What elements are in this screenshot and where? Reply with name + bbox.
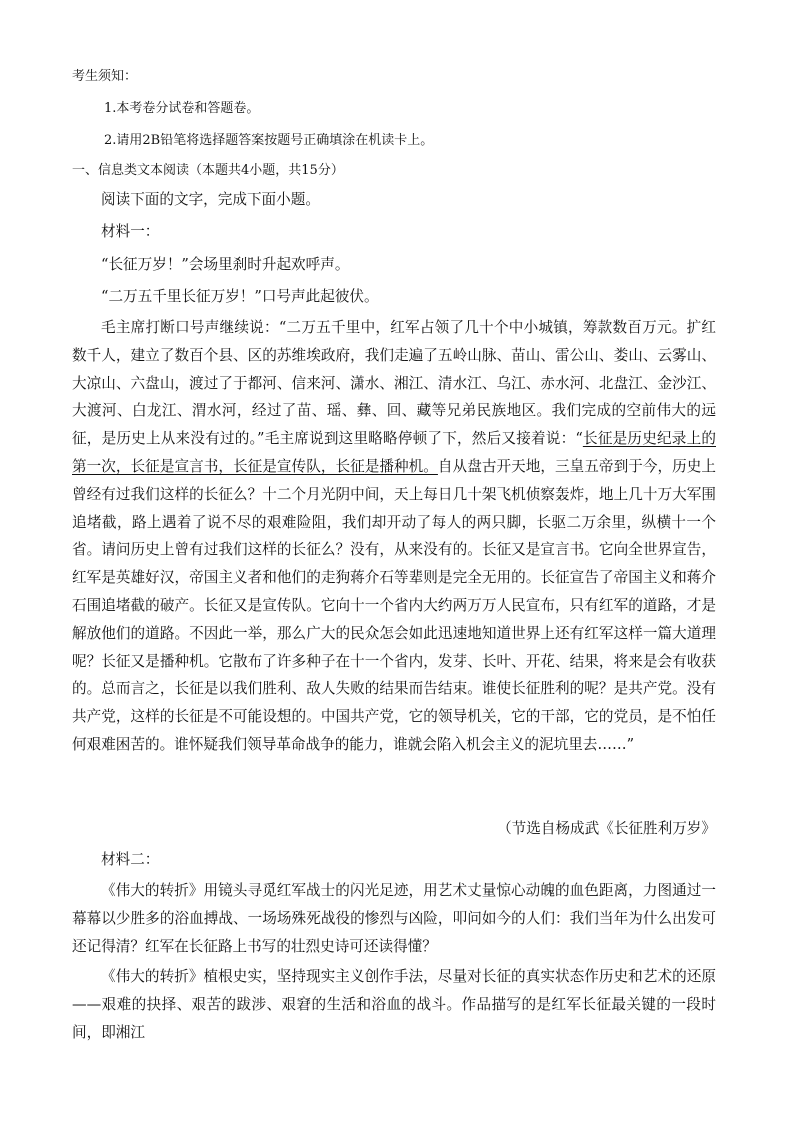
material-1-source: （节选自杨成武《长征胜利万岁》 xyxy=(497,820,716,837)
notice-title: 考生须知： xyxy=(72,69,138,84)
quote-2: “二万五千里长征万岁！”口号声此起彼伏。 xyxy=(101,288,379,305)
underlined-passage: 长征是历史纪录上的第一次，长征是宣言书，长征是宣传队，长征是播种机。 xyxy=(72,430,716,475)
section-heading: 一、信息类文本阅读（本题共4小题，共15分） xyxy=(72,163,344,178)
material-1-paragraph xyxy=(72,314,716,759)
material-2-paragraph-1: 《伟大的转折》用镜头寻觅红军战士的闪光足迹，用艺术丈量惊心动魄的血色距离，力图通过一幕幕以少胜多的浴血搏战、一场场殊死战役的惨烈与凶险，叩问如今的人们：我们当年为什么出发可还记得清？红军在长征路上书写的壮烈史诗可还读得懂？ xyxy=(72,882,716,955)
material-1-label: 材料一： xyxy=(101,223,160,240)
notice-item-2: 2.请用2B铅笔将选择题答案按题号正确填涂在机读卡上。 xyxy=(104,133,434,148)
material-2-paragraph-2: 《伟大的转折》植根史实，坚持现实主义创作手法，尽量对长征的真实状态作历史和艺术的还原——艰难的抉择、艰苦的跋涉、艰窘的生活和浴血的战斗。作品描写的是红军长征最关键的一段时间，即湘江 xyxy=(72,968,716,1041)
instruction-text: 阅读下面的文字，完成下面小题。 xyxy=(101,191,320,208)
notice-item-1: 1.本考卷分试卷和答题卷。 xyxy=(104,101,260,116)
quote-1: “长征万岁！”会场里刹时升起欢呼声。 xyxy=(101,256,350,273)
material-2-label: 材料二： xyxy=(101,851,160,868)
paragraph-text-after: 自从盘古开天地，三皇五帝到于今，历史上曾经有过我们这样的长征么？十二个月光阴中间，天上每日几十架飞机侦察轰炸，地上几十万大军围追堵截，路上遇着了说不尽的艰难险阻，我们却开动了每人的两只脚，长驱二万余里，纵横十一个省。请问历史上曾有过我们这样的长征么？没有，从来没有的。长征又是宣言书。它向全世界宣告，红军是英雄好汉，帝国主义者和他们的走狗蒋介石等辈则是完全无用的。长征宣告了帝国主义和蒋介石围追堵截的破产。长征又是宣传队。它向十一个省内大约两万万人民宣布，只有红军的道路，才是解放他们的道路。不因此一举，那么广大的民众怎会如此迅速地知道世界上还有红军这样一篇大道理呢？长征又是播种机。它散布了许多种子在十一个省内，发芽、长叶、开花、结果，将来是会有收获的。总而言之，长征是以我们胜利、敌人失败的结果而告结束。谁使长征胜利的呢？是共产党。没有共产党，这样的长征是不可能设想的。中国共产党，它的领导机关，它的干部，它的党员，是不怕任何艰难困苦的。谁怀疑我们领导革命战争的能力，谁就会陷入机会主义的泥坑里去……” xyxy=(72,457,716,753)
paragraph-text-before: 毛主席打断口号声继续说：“二万五千里中，红军占领了几十个中小城镇，筹款数百万元。扩红数千人，建立了数百个县、区的苏维埃政府，我们走遍了五岭山脉、苗山、雷公山、娄山、云雾山、大凉山、六盘山，渡过了于都河、信来河、潇水、湘江、清水江、乌江、赤水河、北盘江、金沙江、大渡河、白龙江、渭水河，经过了苗、瑶、彝、回、藏等兄弟民族地区。我们完成的空前伟大的远征，是历史上从来没有过的。”毛主席说到这里略略停顿了下，然后又接着说：“ xyxy=(72,319,716,448)
